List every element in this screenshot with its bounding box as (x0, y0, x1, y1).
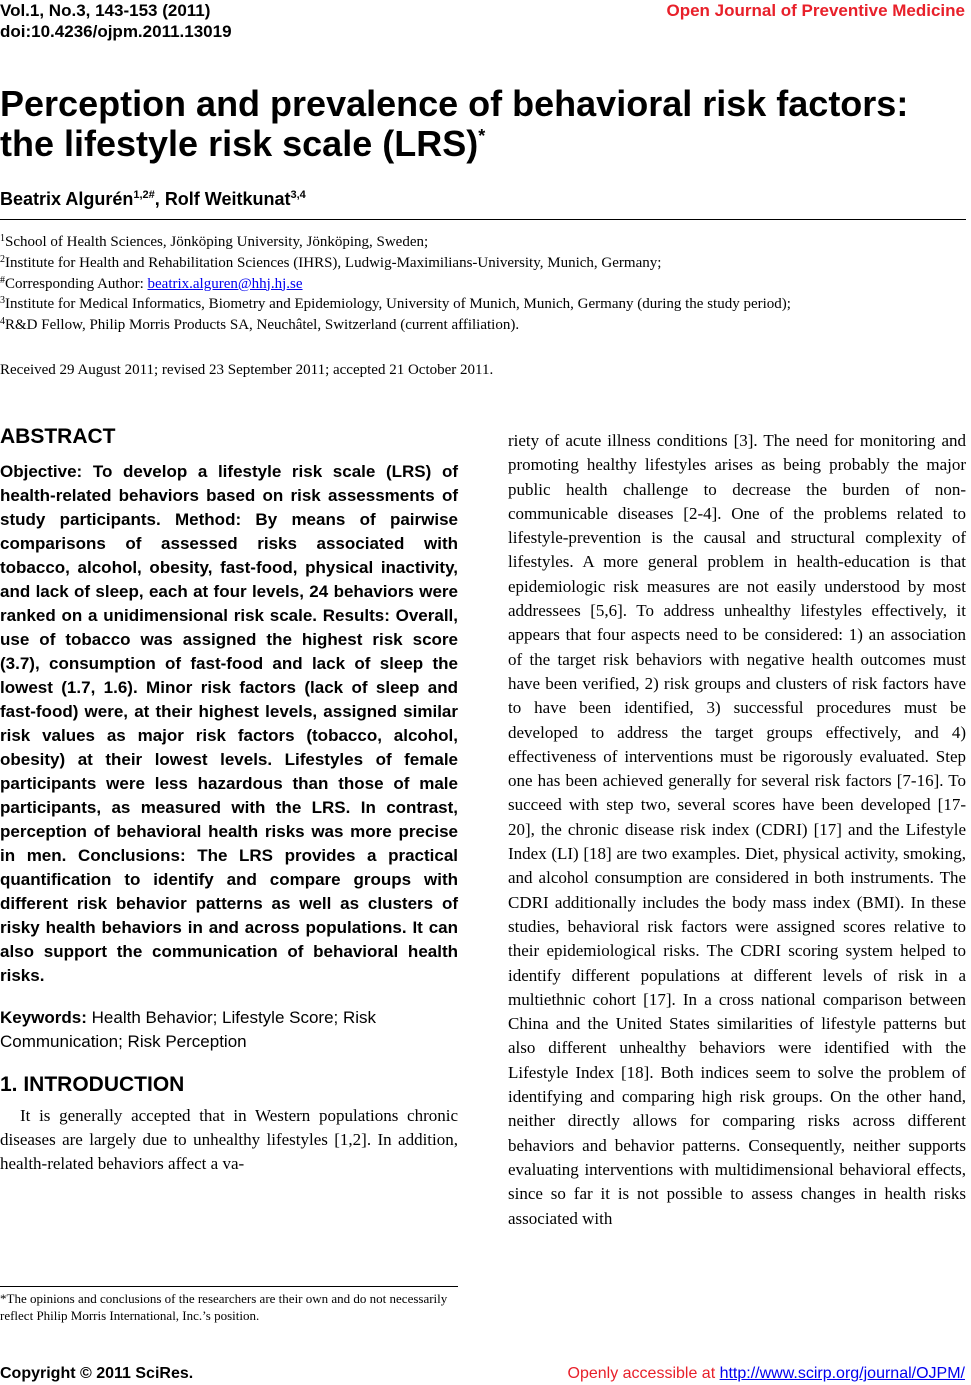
header-divider (0, 219, 966, 220)
corresponding-email-link[interactable]: beatrix.alguren@hhj.hj.se (147, 275, 303, 292)
abstract-text: Objective: To develop a lifestyle risk scale (LRS) of health-related behaviors based on risk assessments of study participants. Method: By means of pairwise comparisons of assessed risks associated with tobacco, alcohol, obesity, fast-food, physical inactivity, and lack of sleep, each at four levels, 24 behaviors were ranked on a unidimensional risk scale. Results: Overall, use of tobacco was assigned the highest risk score (3.7), consumption of fast-food and lack of sleep the lowest (1.7, 1.6). Minor risk factors (lack of sleep and fast-food) were, at their highest levels, assigned similar risk values as major risk factors (tobacco, alcohol, obesity) at their lowest levels. Lifestyles of female participants were less hazardous than those of male participants, as measured with the LRS. In contrast, perception of behavioral health risks was more precise in men. Conclusions: The LRS provides a practical quantification to identify and compare groups with different risk behavior patterns as well as clusters of risky health behaviors in and across populations. It can also support the communication of behavioral health risks. (0, 462, 458, 985)
article-title (0, 84, 960, 164)
journal-citation: Vol.1, No.3, 143-153 (2011) (0, 1, 211, 20)
title-line-1: Perception and prevalence of behavioral risk factors: (0, 83, 909, 124)
open-access-note (568, 1364, 966, 1384)
affiliation-2: $^2$Institute for Health and Rehabilitation Sciences (IHRS), Ludwig-Maximilians-University, Munich, Germany; (0, 253, 662, 271)
corresponding-author: #Corresponding Author: beatrix.alguren@hhj.hj.se (0, 274, 303, 292)
introduction-paragraph-1: It is generally accepted that in Western populations chronic diseases are largely due to unhealthy lifestyles [1,2]. In addition, health-related behaviors affect a va- (0, 1106, 458, 1173)
keywords-text: Health Behavior; Lifestyle Score; Risk Communication; Risk Perception (0, 1008, 377, 1051)
journal-url-link[interactable]: http://www.scirp.org/journal/OJPM/ (719, 1365, 965, 1382)
author-1-affil: 1,2# (133, 189, 155, 201)
open-access-label: Openly accessible at (567, 1365, 720, 1382)
title-line-2: the lifestyle risk scale (LRS) (0, 123, 479, 164)
keywords-label: Keywords: (0, 1008, 87, 1027)
abstract-heading: ABSTRACT (0, 425, 116, 448)
received-dates: Received 29 August 2011; revised 23 September 2011; accepted 21 October 2011. (0, 362, 494, 378)
footnote: *The opinions and conclusions of the researchers are their own and do not necessarily reflect Philip Morris International, Inc.’s position. (0, 1291, 448, 1323)
author-2-affil: 3,4 (290, 189, 306, 201)
affiliation-3: $^3$Institute for Medical Informatics, Biometry and Epidemiology, University of Munich, Munich, Germany (during the study period); (0, 295, 791, 313)
journal-name: Open Journal of Preventive Medicine (666, 1, 965, 20)
author-2-name: Rolf Weitkunat (164, 189, 291, 209)
affiliation-1: $^1$School of Health Sciences, Jönköping University, Jönköping, Sweden; (0, 233, 429, 250)
affiliations (0, 232, 968, 336)
right-column (508, 429, 966, 1231)
left-column (0, 424, 458, 1176)
introduction-heading: 1. INTRODUCTION (0, 1073, 185, 1096)
title-footnote-mark: * (478, 126, 486, 146)
keywords (0, 1006, 458, 1054)
copyright: Copyright © 2011 SciRes. (0, 1365, 194, 1382)
footnote-divider (0, 1286, 458, 1287)
doi: doi:10.4236/ojpm.2011.13019 (0, 22, 232, 41)
header-citation-block (0, 0, 232, 42)
affiliation-4: $^4$R&D Fellow, Philip Morris Products SA, Neuchâtel, Switzerland (current affiliation). (0, 316, 520, 334)
author-1-name: Beatrix Algurén (0, 189, 134, 209)
author-separator: , (154, 189, 165, 209)
body-text-continued: riety of acute illness conditions [3]. The need for monitoring and promoting healthy lifestyles arises as being probably the major public health challenge to decrease the burden of non-communicable diseases [2-4]. One of the problems related to lifestyle-prevention is the causal and structural complexity of lifestyles. A more general problem in health-education is that epidemiologic risk measures are not easily understood by most addressees [5,6]. To address unhealthy lifestyles effectively, it appears that four aspects need to be considered: 1) an association of the target risk behaviors with negative health outcomes must have been verified, 2) risk groups and clusters of risk factors have to have been identified, 3) successful procedures must be developed to address the target groups effectively, and 4) effectiveness of interventions must be rigorously evaluated. Step one has been achieved generally for several risk factors [7-16]. To succeed with step two, several scores have been developed [17-20], the chronic disease risk index (CDRI) [17] and the Lifestyle Index (LI) [18] are two examples. Diet, physical activity, smoking, and alcohol consumption are considered in both instruments. The CDRI additionally includes the body mass index (BMI). In these studies, behavioral risk factors were assigned scores relative to their epidemiological risks. The CDRI scoring system helped to identify different populations at different levels of risk in a multiethnic cohort [17]. In a cross national comparison between China and the United States similarities of lifestyle patterns but also different unhealthy behaviors were identified with the Lifestyle Index [18]. Both indices seem to solve the problem of identifying and comparing high risk groups. On the other hand, neither directly allows for comparing risks across different behaviors and behavior patterns. Consequently, neither supports evaluating interventions with multidimensional behavioral effects, since so far it is not possible to assess changes in health risks associated with (508, 431, 966, 1228)
author-list (0, 188, 306, 210)
